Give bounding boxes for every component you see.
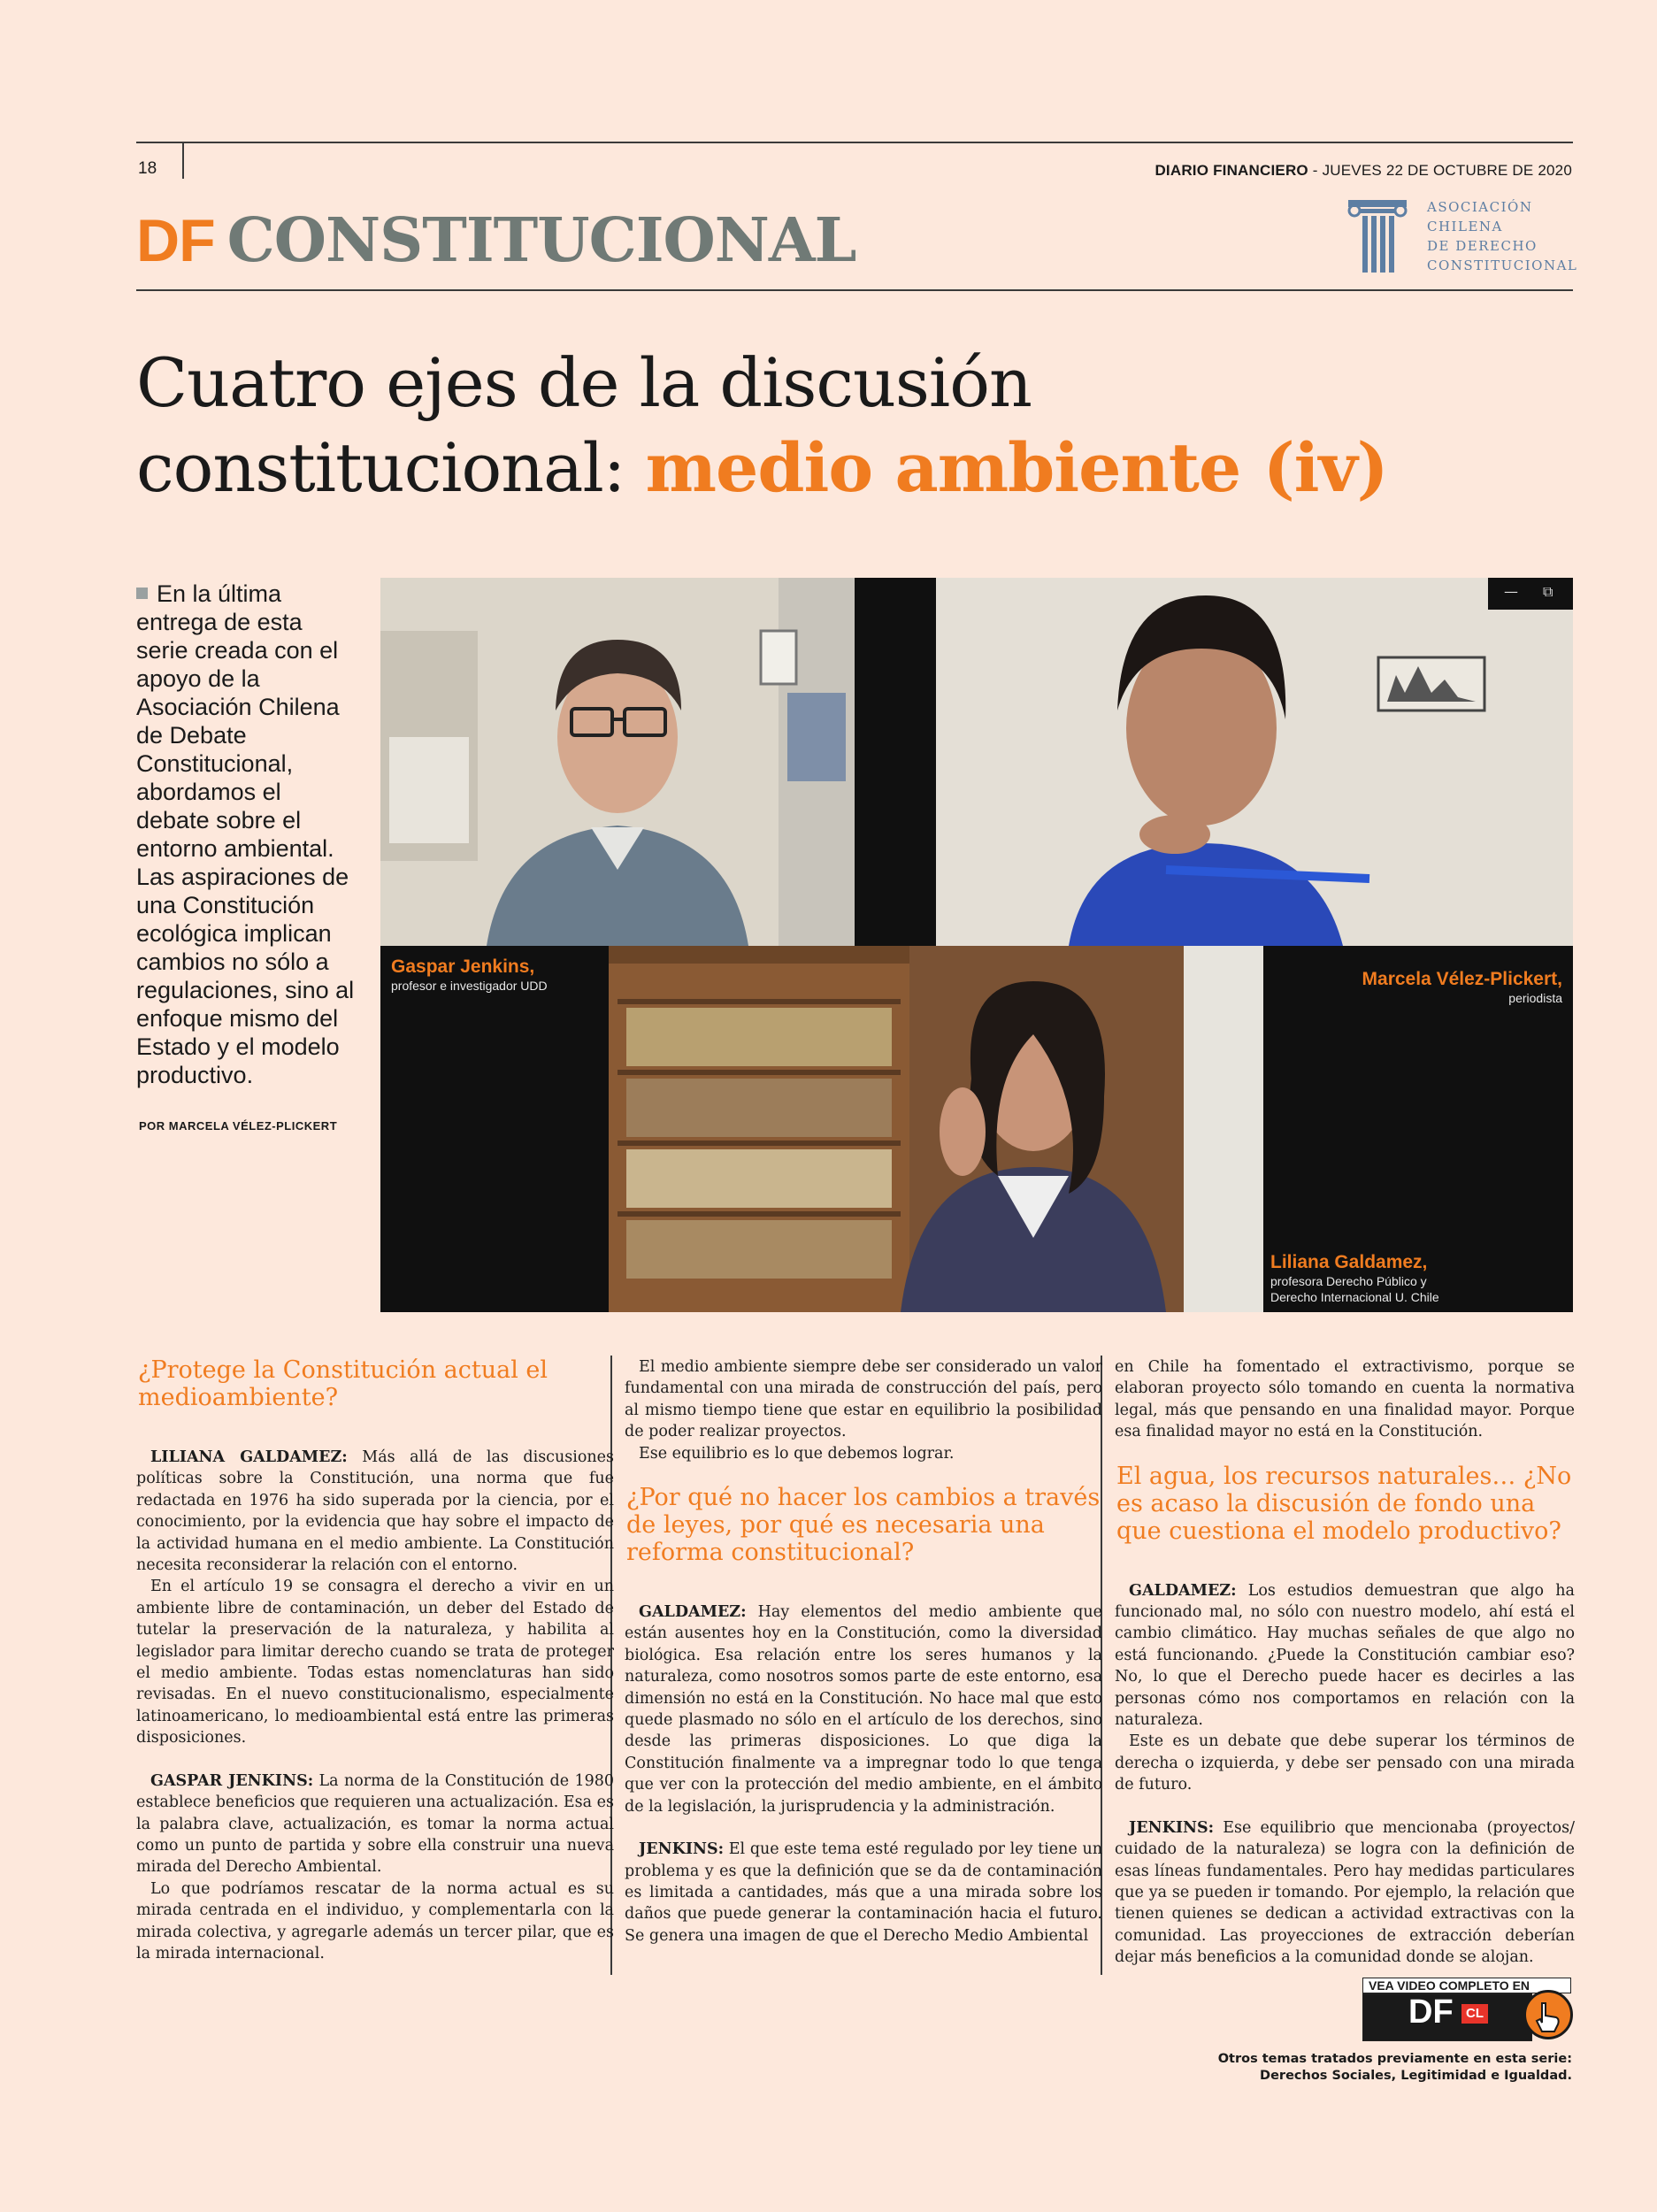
participant-photo-velez	[936, 578, 1573, 946]
association-line: CHILENA	[1427, 219, 1503, 234]
caption-velez-role: periodista	[1508, 991, 1562, 1005]
section-name: CONSTITUCIONAL	[226, 205, 856, 276]
speaker-label: LILIANA GALDAMEZ:	[150, 1448, 348, 1466]
paragraph	[625, 1601, 1102, 1817]
masthead	[1155, 162, 1572, 180]
paragraph: Este es un debate que debe superar los términos de derecha o izquierda, y debe ser pensado con una mirada de futuro.	[1115, 1732, 1575, 1794]
participant-tile-jenkins	[380, 578, 855, 946]
section-rule	[136, 289, 1573, 291]
paragraph	[136, 1770, 614, 1878]
paragraph: Ese equilibrio es lo que debemos lograr.	[639, 1444, 955, 1463]
headline-line1: Cuatro ejes de la discusión	[136, 343, 1032, 422]
pointing-hand-glyph	[1526, 1993, 1570, 2037]
minimize-icon[interactable]: —	[1504, 583, 1518, 600]
bullet-square-icon	[136, 588, 148, 599]
page-number-divider	[182, 142, 184, 179]
article-column-2	[625, 1356, 1102, 1947]
video-call-photo	[380, 578, 1573, 1312]
speaker-label: JENKINS:	[1129, 1818, 1215, 1837]
paragraph-text: El que este tema esté regulado por ley tiene un problema y es que la definición que se da de contaminación es limitada a cantidades, más que a una mirada sobre los daños que puede generar la contaminación hacia el futuro. Se genera una imagen de que el Derecho Medio Ambiental	[625, 1840, 1102, 1945]
participant-photo-jenkins	[380, 578, 855, 946]
headline-line2	[136, 426, 1587, 511]
pointing-hand-icon	[1523, 1990, 1573, 2039]
paragraph-text: Los estudios demuestran que algo ha funcionado mal, no sólo con nuestro modelo, ahí está el cambio climático. Hay muchas señales de que algo no está funcionando. ¿Puede la Constitución cambiar eso? No, lo que el Derecho puede hacer es decirles a las personas cómo nos comportamos en relación con la naturaleza.	[1115, 1581, 1575, 1730]
article-column-1	[136, 1356, 614, 1964]
speaker-label: JENKINS:	[639, 1840, 725, 1859]
paragraph	[625, 1839, 1102, 1947]
masthead-date: - JUEVES 22 DE OCTUBRE DE 2020	[1308, 162, 1572, 179]
participant-tile-galdamez	[609, 946, 1263, 1312]
paragraph	[136, 1447, 614, 1576]
series-footnote-line1: Otros temas tratados previamente en esta serie:	[1217, 2052, 1572, 2066]
speaker-label: GALDAMEZ:	[1129, 1581, 1237, 1600]
window-controls	[1488, 578, 1573, 610]
caption-galdamez-name: Liliana Galdamez,	[1270, 1252, 1428, 1272]
paragraph: Lo que podríamos rescatar de la norma actual es su mirada centrada en el individuo, y complementarla con la mirada colectiva, y agregarle además un tercer pilar, que es la mirada internacional.	[136, 1879, 614, 1962]
lead-text: En la última entrega de esta serie creada con el apoyo de la Asociación Chilena de Debate Constitucional, abordamos el debate sobre el entorno ambiental. Las aspiraciones de una Constitución ecológica implican cambios no sólo a regulaciones, sino al enfoque mismo del Estado y el modelo productivo.	[136, 580, 355, 1088]
participant-tile-velez	[936, 578, 1573, 946]
headline-accent: medio ambiente (iv)	[645, 428, 1388, 507]
video-promo-label: VEA VIDEO COMPLETO EN	[1362, 1978, 1571, 1993]
paragraph	[1115, 1580, 1575, 1732]
df-logo-text: DF	[1408, 1993, 1454, 2031]
top-rule	[136, 142, 1573, 143]
df-logo-cl: CL	[1461, 2004, 1488, 2024]
speaker-label: GALDAMEZ:	[639, 1603, 747, 1622]
byline: POR MARCELA VÉLEZ-PLICKERT	[139, 1119, 338, 1133]
association-line: DE DERECHO	[1427, 238, 1538, 254]
lead-paragraph	[136, 580, 357, 1089]
question-heading: El agua, los recursos naturales… ¿No es acaso la discusión de fondo una que cuestiona el modelo productivo?	[1116, 1462, 1572, 1545]
association-name	[1427, 197, 1577, 275]
headline-plain: constitucional:	[136, 428, 646, 507]
restore-icon[interactable]: ⧉	[1543, 583, 1553, 600]
participant-photo-galdamez	[609, 946, 1263, 1312]
article-column-3	[1115, 1356, 1575, 1969]
caption-jenkins-name: Gaspar Jenkins,	[391, 956, 535, 977]
paragraph: en Chile ha fomentado el extractivismo, porque se elaboran proyecto sólo tomando en cuenta la normativa legal, más que pensando en una finalidad mayor. Porque esa finalidad mayor no está en la Constitución.	[1115, 1358, 1575, 1441]
section-title	[136, 205, 855, 276]
series-footnote	[1218, 2051, 1572, 2085]
column-logo-icon	[1346, 198, 1408, 274]
paragraph	[1115, 1817, 1575, 1969]
series-footnote-line2: Derechos Sociales, Legitimidad e Igualdad.	[1260, 2069, 1572, 2083]
video-promo-button[interactable]	[1362, 1978, 1571, 2041]
caption-jenkins	[391, 956, 548, 994]
paragraph-text: La norma de la Constitución de 1980 establece beneficios que requieren una actualización. Esa es la palabra clave, actualización, es tomar la norma actual como un punto de partida y sobre ella construir una nueva mirada del Derecho Ambiental.	[136, 1771, 614, 1877]
caption-jenkins-role: profesor e investigador UDD	[391, 979, 548, 993]
speaker-label: GASPAR JENKINS:	[150, 1771, 314, 1790]
association-line: CONSTITUCIONAL	[1427, 257, 1578, 273]
paragraph-text: Ese equilibrio que mencionaba (proyectos/ cuidado de la naturaleza) se logra con la definición de esas líneas fundamentales. Pero hay medidas particulares que ya se pueden ir tomando. Por ejemplo, la relación que tienen quienes se dedican a actividad extractivas con la comunidad. Las proyecciones de extracción deberían dejar más beneficios a la comunidad donde se alojan.	[1115, 1818, 1575, 1967]
paragraph: En el artículo 19 se consagra el derecho a vivir en un ambiente libre de contaminación, un deber del Estado de tutelar la preservación de la naturaleza, y habilita al legislador para limitar derecho cuando se trata de proteger el medio ambiente. Todas estas nomenclaturas han sido revisadas. En el nuevo constitucionalismo, especialmente latinoamericano, lo medioambiental está entre las primeras disposiciones.	[136, 1578, 614, 1747]
caption-galdamez	[1270, 1252, 1439, 1305]
question-heading: ¿Por qué no hacer los cambios a través de leyes, por qué es necesaria una reforma constitucional?	[626, 1484, 1101, 1567]
question-heading: ¿Protege la Constitución actual el medioambiente?	[138, 1356, 548, 1411]
headline	[136, 341, 1587, 511]
caption-galdamez-role-2: Derecho Internacional U. Chile	[1270, 1290, 1439, 1304]
paragraph-text: Hay elementos del medio ambiente que están ausentes hoy en la Constitución, como la diversidad biológica. Esa relación entre los seres humanos y la naturaleza, como nosotros somos parte de este entorno, esa dimensión no está en la Constitución. No hace mal que esto quede plasmado no sólo en el artículo de los derechos, sino desde las primeras disposiciones. Lo que diga la Constitución finalmente va a impregnar todo lo que tenga que ver con la protección del medio ambiente, en el ámbito de la legislación, la jurisprudencia y la administración.	[625, 1603, 1102, 1816]
masthead-brand: DIARIO FINANCIERO	[1155, 162, 1308, 179]
paragraph-text: Más allá de las discusiones políticas sobre la Constitución, una norma que fue redactada en 1976 ha sido superada por la ciencia, por el conocimiento, por la evidencia que hay sobre el impacto de la actividad humana en el medio ambiente. La Constitución necesita reconsiderar la relación con el entorno.	[136, 1448, 614, 1575]
paragraph: El medio ambiente siempre debe ser considerado un valor fundamental con una mirada de construcción del país, pero al mismo tiempo tiene que estar en equilibrio la posibilidad de poder realizar proyectos.	[625, 1358, 1102, 1441]
association-line: ASOCIACIÓN	[1427, 199, 1533, 215]
section-prefix: DF	[136, 207, 215, 274]
caption-velez-name: Marcela Vélez-Plickert,	[1362, 969, 1562, 989]
page-number: 18	[138, 159, 157, 178]
caption-velez	[1362, 969, 1562, 1006]
caption-galdamez-role-1: profesora Derecho Público y	[1270, 1274, 1427, 1288]
